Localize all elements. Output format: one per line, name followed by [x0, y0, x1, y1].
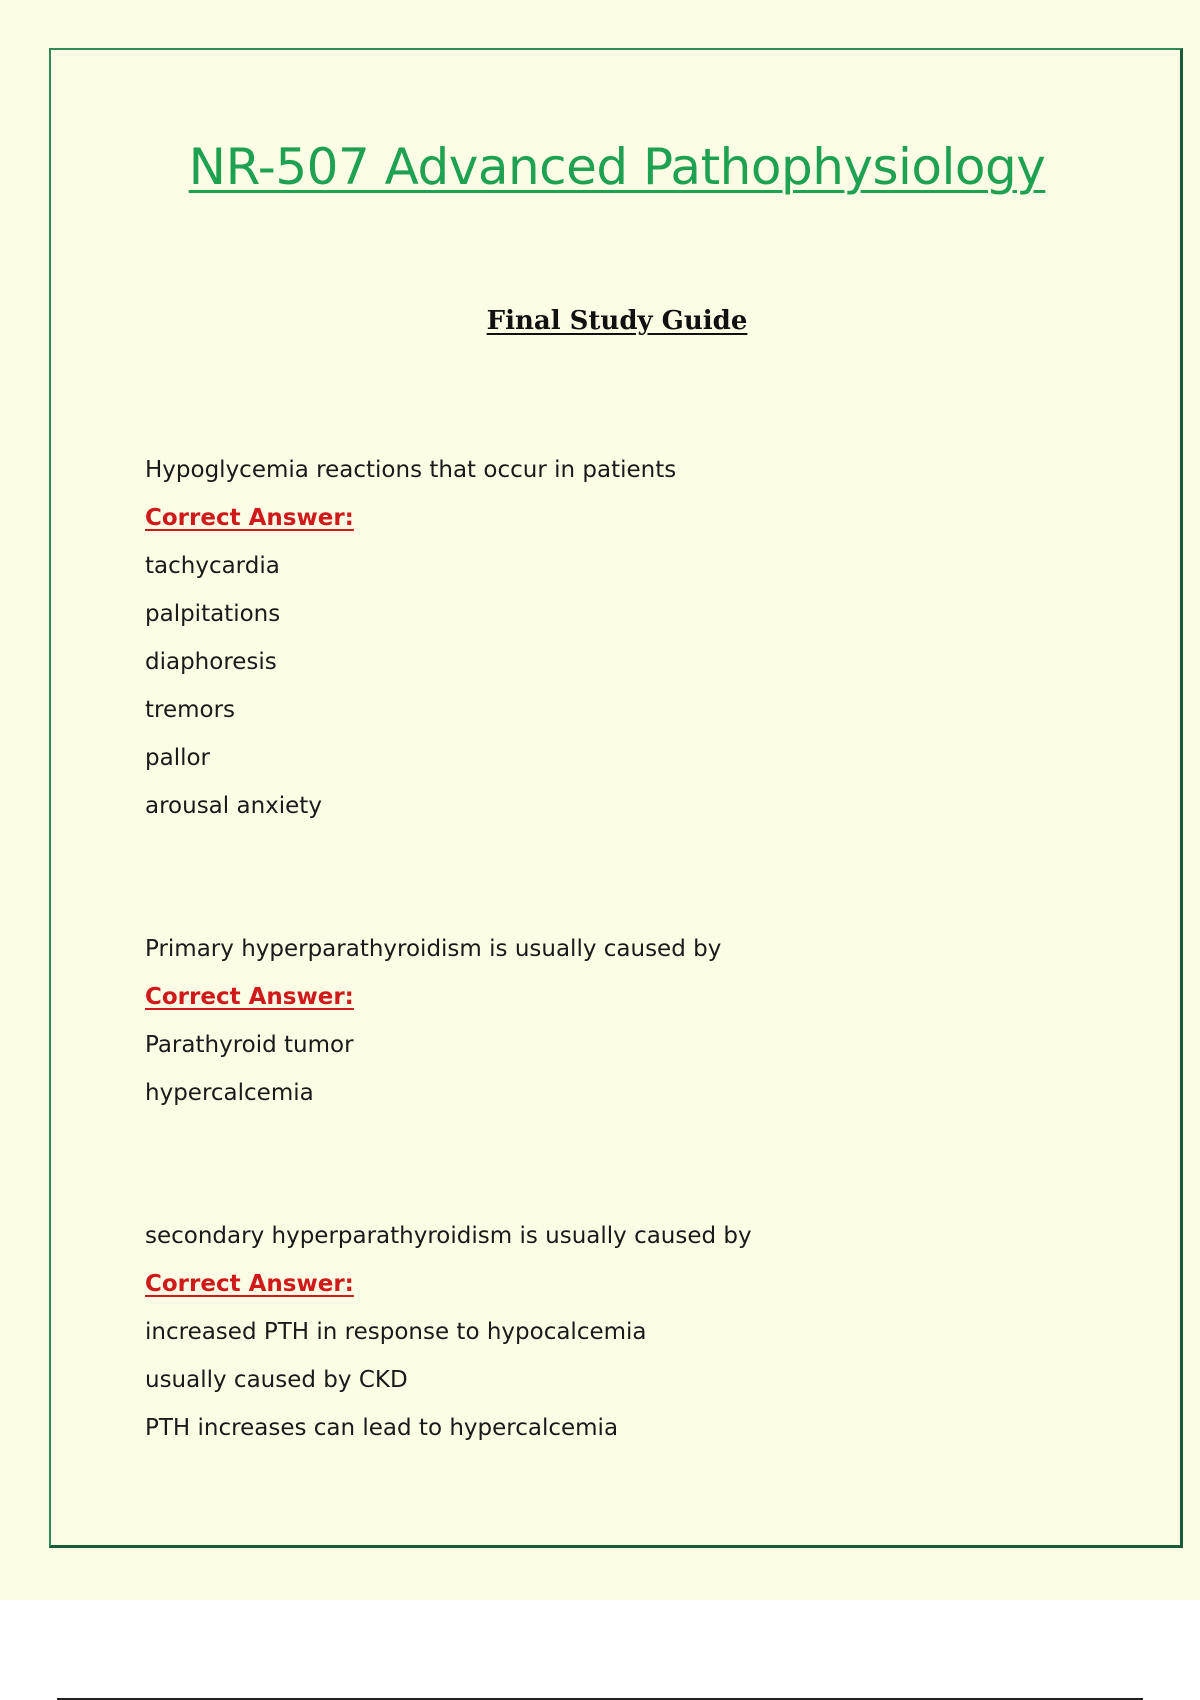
- question-block: [145, 931, 1095, 1123]
- answer-item: pallor: [145, 745, 211, 771]
- questions-list: [145, 452, 1095, 1458]
- answer-item: tachycardia: [145, 553, 280, 579]
- question-text: Primary hyperparathyroidism is usually caused by: [145, 936, 722, 962]
- answer-item: Parathyroid tumor: [145, 1032, 354, 1058]
- answer-item: usually caused by CKD: [145, 1367, 408, 1393]
- answer-item: PTH increases can lead to hypercalcemia: [145, 1415, 619, 1441]
- question-block: [145, 1218, 1095, 1458]
- document-title: NR-507 Advanced Pathophysiology: [188, 138, 1046, 196]
- answer-item: diaphoresis: [145, 649, 277, 675]
- answer-item: arousal anxiety: [145, 793, 322, 819]
- document-subtitle: Final Study Guide: [486, 306, 748, 336]
- spacer: [145, 1123, 1095, 1218]
- question-block: [145, 452, 1095, 836]
- answer-item: palpitations: [145, 601, 281, 627]
- answer-item: tremors: [145, 697, 236, 723]
- answer-item: hypercalcemia: [145, 1080, 314, 1106]
- question-text: Hypoglycemia reactions that occur in patients: [145, 457, 677, 483]
- correct-answer-label: Correct Answer:: [145, 505, 354, 531]
- spacer: [145, 836, 1095, 931]
- correct-answer-label: Correct Answer:: [145, 984, 354, 1010]
- answer-item: increased PTH in response to hypocalcemia: [145, 1319, 647, 1345]
- correct-answer-label: Correct Answer:: [145, 1271, 354, 1297]
- question-text: secondary hyperparathyroidism is usually caused by: [145, 1223, 752, 1249]
